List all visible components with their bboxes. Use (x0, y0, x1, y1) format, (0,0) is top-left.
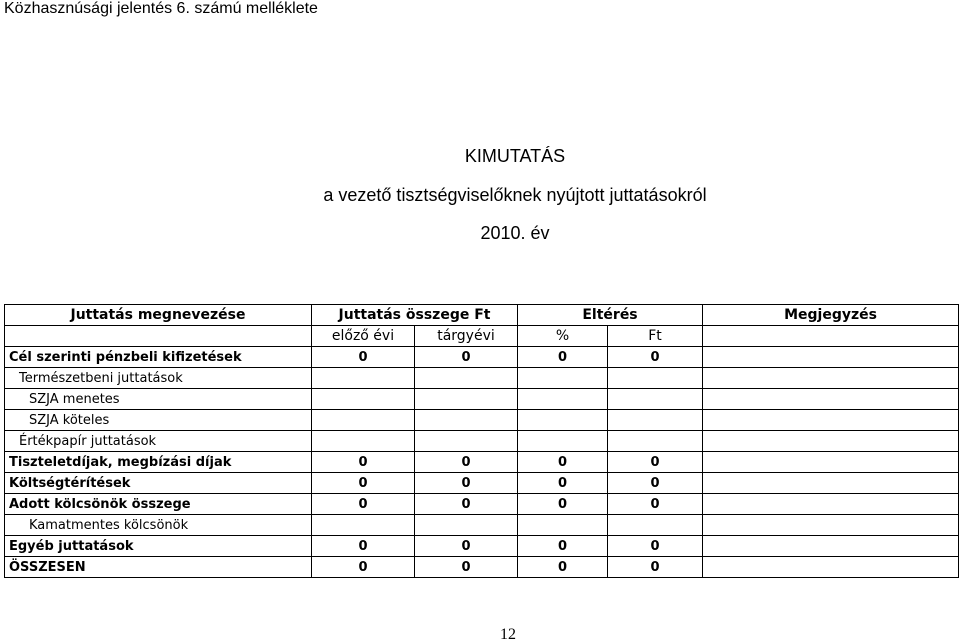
row-label: Tiszteletdíjak, megbízási díjak (5, 452, 312, 473)
cell-prev: 0 (312, 452, 415, 473)
header-note: Megjegyzés (703, 305, 959, 326)
cell-prev: 0 (312, 557, 415, 578)
cell-current: 0 (415, 557, 518, 578)
table-row (5, 431, 959, 452)
row-label: SZJA menetes (5, 389, 312, 410)
table-header-row (5, 305, 959, 326)
cell-pct (518, 431, 608, 452)
cell-ft: 0 (608, 452, 703, 473)
subheader-note-empty (703, 326, 959, 347)
table-row (5, 515, 959, 536)
cell-note (703, 452, 959, 473)
cell-current (415, 368, 518, 389)
cell-current (415, 431, 518, 452)
row-label: Kamatmentes kölcsönök (5, 515, 312, 536)
cell-pct (518, 410, 608, 431)
cell-pct (518, 389, 608, 410)
table-row (5, 389, 959, 410)
cell-pct: 0 (518, 494, 608, 515)
document-title: KIMUTATÁS (464, 146, 566, 166)
document-year: 2010. év (480, 223, 550, 243)
cell-prev (312, 368, 415, 389)
cell-current: 0 (415, 473, 518, 494)
cell-prev: 0 (312, 347, 415, 368)
cell-prev: 0 (312, 473, 415, 494)
table-row (5, 494, 959, 515)
table-subheader-row (5, 326, 959, 347)
cell-pct: 0 (518, 473, 608, 494)
row-label: Természetbeni juttatások (5, 368, 312, 389)
cell-prev (312, 515, 415, 536)
cell-pct: 0 (518, 347, 608, 368)
row-label: Költségtérítések (5, 473, 312, 494)
cell-ft (608, 389, 703, 410)
table-row (5, 452, 959, 473)
header-note: Közhasznúsági jelentés 6. számú melléklete (4, 0, 318, 17)
cell-note (703, 431, 959, 452)
header-name: Juttatás megnevezése (5, 305, 312, 326)
row-label: ÖSSZESEN (5, 557, 312, 578)
cell-pct (518, 515, 608, 536)
row-label: Adott kölcsönök összege (5, 494, 312, 515)
cell-note (703, 515, 959, 536)
subheader-ft: Ft (608, 326, 703, 347)
cell-current: 0 (415, 494, 518, 515)
cell-pct: 0 (518, 452, 608, 473)
row-label: Egyéb juttatások (5, 536, 312, 557)
cell-prev: 0 (312, 536, 415, 557)
benefits-table (4, 304, 959, 578)
cell-pct: 0 (518, 536, 608, 557)
cell-ft: 0 (608, 473, 703, 494)
cell-note (703, 410, 959, 431)
cell-current: 0 (415, 452, 518, 473)
cell-ft: 0 (608, 347, 703, 368)
cell-note (703, 536, 959, 557)
page-number: 12 (500, 626, 516, 643)
subheader-current: tárgyévi (415, 326, 518, 347)
cell-ft (608, 515, 703, 536)
header-amount: Juttatás összege Ft (312, 305, 518, 326)
subheader-prev: előző évi (312, 326, 415, 347)
cell-pct (518, 368, 608, 389)
cell-ft: 0 (608, 494, 703, 515)
document-subtitle: a vezető tisztségviselőknek nyújtott juttatásokról (323, 185, 707, 205)
cell-current: 0 (415, 536, 518, 557)
subheader-pct: % (518, 326, 608, 347)
table-row (5, 473, 959, 494)
cell-ft: 0 (608, 557, 703, 578)
cell-current (415, 515, 518, 536)
cell-prev (312, 431, 415, 452)
header-diff: Eltérés (518, 305, 703, 326)
cell-note (703, 389, 959, 410)
cell-note (703, 494, 959, 515)
table-row (5, 536, 959, 557)
cell-note (703, 557, 959, 578)
cell-ft (608, 431, 703, 452)
table-row (5, 347, 959, 368)
cell-note (703, 347, 959, 368)
cell-note (703, 473, 959, 494)
table-row-total (5, 557, 959, 578)
table-row (5, 410, 959, 431)
cell-current: 0 (415, 347, 518, 368)
cell-prev (312, 410, 415, 431)
cell-pct: 0 (518, 557, 608, 578)
row-label: SZJA köteles (5, 410, 312, 431)
subheader-empty (5, 326, 312, 347)
row-label: Értékpapír juttatások (5, 431, 312, 452)
cell-note (703, 368, 959, 389)
cell-ft (608, 410, 703, 431)
table-row (5, 368, 959, 389)
cell-current (415, 410, 518, 431)
cell-current (415, 389, 518, 410)
cell-prev: 0 (312, 494, 415, 515)
cell-prev (312, 389, 415, 410)
row-label: Cél szerinti pénzbeli kifizetések (5, 347, 312, 368)
cell-ft: 0 (608, 536, 703, 557)
cell-ft (608, 368, 703, 389)
